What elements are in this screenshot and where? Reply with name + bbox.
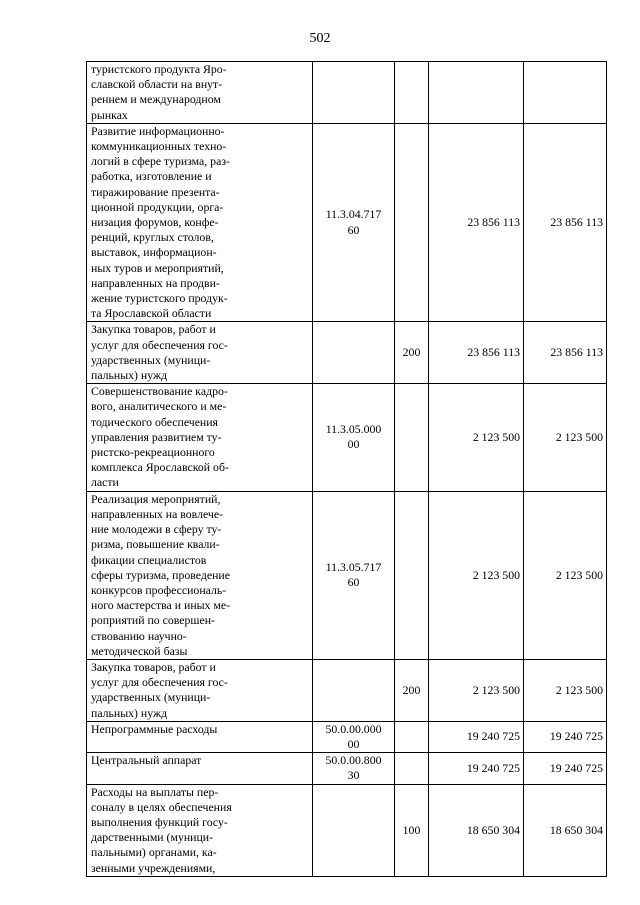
row-code xyxy=(313,322,395,384)
row-expense-type xyxy=(395,491,429,659)
row-name: Центральный аппарат xyxy=(87,753,313,784)
row-code: 50.0.00.800 30 xyxy=(313,753,395,784)
table-row xyxy=(87,784,607,876)
row-name: туристского продукта Яро- славской области на внут- реннем и международном рынках xyxy=(87,62,313,124)
table-row xyxy=(87,123,607,322)
row-amount-1: 2 123 500 xyxy=(429,659,524,721)
table-row xyxy=(87,491,607,659)
table-row xyxy=(87,62,607,124)
row-expense-type xyxy=(395,384,429,491)
row-amount-1: 2 123 500 xyxy=(429,491,524,659)
row-amount-2: 2 123 500 xyxy=(524,491,607,659)
row-name: Развитие информационно- коммуникационных техно- логий в сфере туризма, раз- работка, изготовление и тиражирование презента- ционной продукции, орга- низация форумов, конфе- ренций, круглых столов, выставок, информацион- ных туров и мероприятий, направленных на продви- жение туристского продук- та Ярославской области xyxy=(87,123,313,322)
row-amount-1: 18 650 304 xyxy=(429,784,524,876)
row-name: Закупка товаров, работ и услуг для обеспечения гос- ударственных (муници- пальных) нужд xyxy=(87,659,313,721)
row-amount-1: 23 856 113 xyxy=(429,322,524,384)
row-code: 50.0.00.000 00 xyxy=(313,721,395,752)
row-name: Закупка товаров, работ и услуг для обеспечения гос- ударственных (муници- пальных) нужд xyxy=(87,322,313,384)
row-amount-2: 2 123 500 xyxy=(524,659,607,721)
table-row xyxy=(87,721,607,752)
row-name: Совершенствование кадро- вого, аналитического и ме- тодического обеспечения управления развитием ту- ристско-рекреационного комплекса Ярославской об- ласти xyxy=(87,384,313,491)
row-expense-type xyxy=(395,62,429,124)
row-code xyxy=(313,62,395,124)
row-expense-type: 200 xyxy=(395,322,429,384)
table-row xyxy=(87,753,607,784)
row-amount-1 xyxy=(429,62,524,124)
table-row xyxy=(87,659,607,721)
row-amount-1: 23 856 113 xyxy=(429,123,524,322)
table-row xyxy=(87,322,607,384)
row-expense-type xyxy=(395,721,429,752)
row-expense-type: 200 xyxy=(395,659,429,721)
row-code: 11.3.05.717 60 xyxy=(313,491,395,659)
row-name: Расходы на выплаты пер- соналу в целях обеспечения выполнения функций госу- дарственными (муници- пальными) органами, ка- зенными учреждениями, xyxy=(87,784,313,876)
budget-table xyxy=(86,61,607,877)
row-code xyxy=(313,784,395,876)
table-row xyxy=(87,384,607,491)
row-amount-1: 19 240 725 xyxy=(429,753,524,784)
row-amount-2: 19 240 725 xyxy=(524,753,607,784)
row-amount-2: 19 240 725 xyxy=(524,721,607,752)
row-code: 11.3.05.000 00 xyxy=(313,384,395,491)
row-amount-2: 2 123 500 xyxy=(524,384,607,491)
page-number: 502 xyxy=(309,31,331,46)
row-name: Реализация мероприятий, направленных на вовлече- ние молодежи в сферу ту- ризма, повышение квали- фикации специалистов сферы туризма, проведение конкурсов профессиональ- ного мастерства и иных ме- роприятий по совершен- ствованию научно- методической базы xyxy=(87,491,313,659)
row-amount-1: 19 240 725 xyxy=(429,721,524,752)
row-code: 11.3.04.717 60 xyxy=(313,123,395,322)
row-amount-2: 18 650 304 xyxy=(524,784,607,876)
row-expense-type xyxy=(395,753,429,784)
row-amount-2 xyxy=(524,62,607,124)
row-amount-1: 2 123 500 xyxy=(429,384,524,491)
row-amount-2: 23 856 113 xyxy=(524,322,607,384)
row-name: Непрограммные расходы xyxy=(87,721,313,752)
row-expense-type xyxy=(395,123,429,322)
row-code xyxy=(313,659,395,721)
row-amount-2: 23 856 113 xyxy=(524,123,607,322)
row-expense-type: 100 xyxy=(395,784,429,876)
